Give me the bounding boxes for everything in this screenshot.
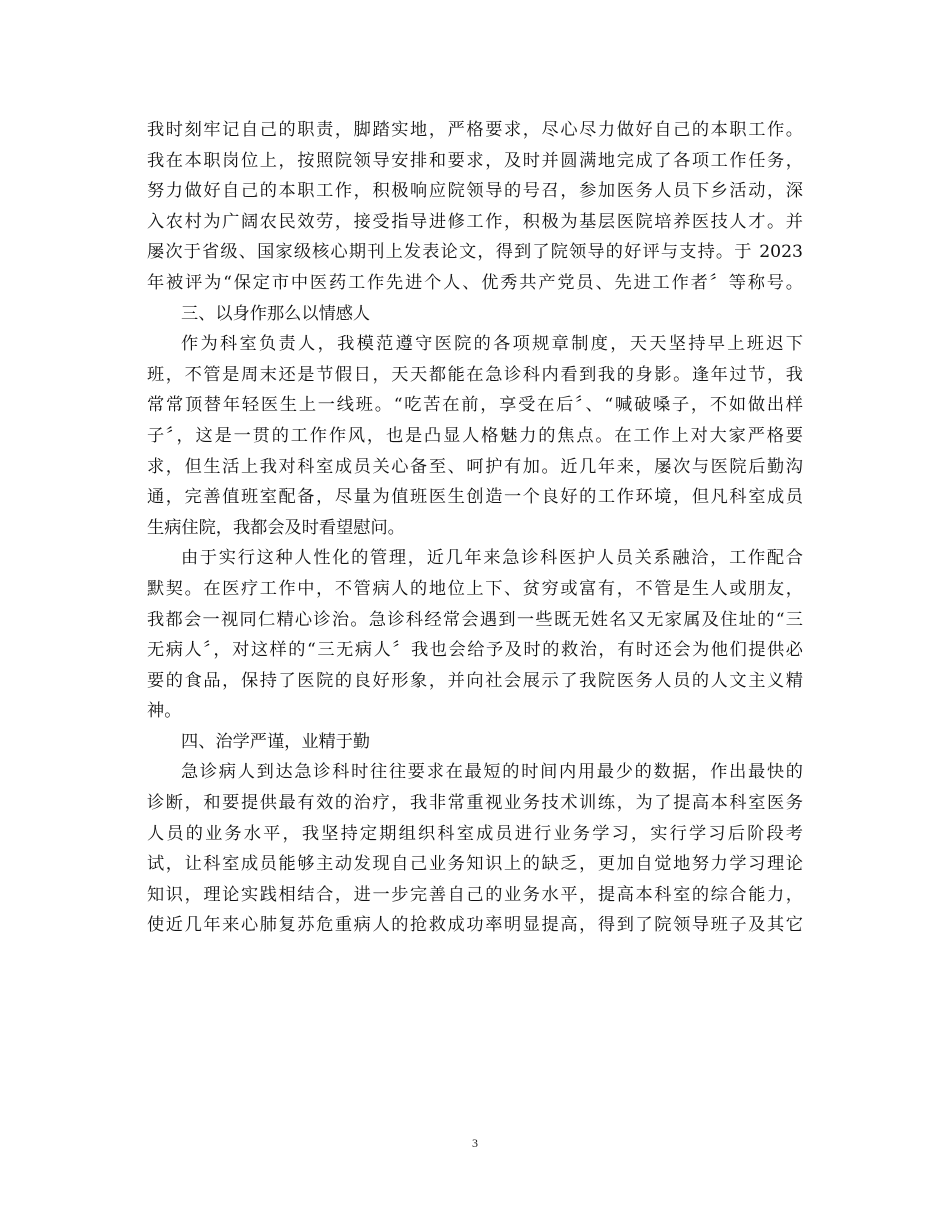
text-line: 常常顶替年轻医生上一线班。“吃苦在前，享受在后〞、“喊破嗓子，不如做出样	[147, 395, 803, 416]
text-line: 使近几年来心肺复苏危重病人的抢救成功率明显提高，得到了院领导班子及其它	[147, 915, 803, 936]
text-line: 我时刻牢记自己的职责，脚踏实地，严格要求，尽心尽力做好自己的本职工作。	[147, 120, 803, 140]
text-line: 生病住院，我都会及时看望慰问。	[147, 517, 405, 538]
text-line: 四、治学严谨，业精于勤	[181, 731, 371, 752]
text-line: 由于实行这种人性化的管理，近几年来急诊科医护人员关系融洽，工作配合	[181, 548, 803, 569]
text-line: 子〞，这是一贯的工作作风，也是凸显人格魅力的焦点。在工作上对大家严格要	[147, 425, 803, 446]
text-line: 屡次于省级、国家级核心期刊上发表论文，得到了院领导的好评与支持。于 2023	[147, 242, 803, 263]
text-line: 要的食品，保持了医院的良好形象，并向社会展示了我院医务人员的人文主义精	[147, 670, 803, 691]
text-line: 无病人〞，对这样的“三无病人〞我也会给予及时的救治，有时还会为他们提供必	[147, 640, 803, 661]
text-line: 入农村为广阔农民效劳，接受指导进修工作，积极为基层医院培养医技人才。并	[147, 211, 803, 232]
text-line: 诊断，和要提供最有效的治疗，我非常重视业务技术训练，为了提高本科室医务	[147, 793, 803, 814]
text-line: 求，但生活上我对科室成员关心备至、呵护有加。近几年来，屡次与医院后勤沟	[147, 456, 803, 477]
text-line: 人员的业务水平，我坚持定期组织科室成员进行业务学习，实行学习后阶段考	[147, 823, 803, 844]
text-line: 我在本职岗位上，按照院领导安排和要求，及时并圆满地完成了各项工作任务，	[147, 150, 803, 171]
body-text	[147, 115, 803, 941]
text-line: 知识，理论实践相结合，进一步完善自己的业务水平，提高本科室的综合能力，	[147, 884, 803, 905]
text-line: 年被评为“保定市中医药工作先进个人、优秀共产党员、先进工作者〞等称号。	[147, 272, 803, 293]
text-line: 通，完善值班室配备，尽量为值班医生创造一个良好的工作环境，但凡科室成员	[147, 487, 803, 508]
text-line: 作为科室负责人，我模范遵守医院的各项规章制度，天天坚持早上班迟下	[181, 334, 803, 355]
page-number: 3	[472, 1136, 478, 1150]
text-line: 三、以身作那么以情感人	[181, 303, 371, 324]
text-line: 试，让科室成员能够主动发现自己业务知识上的缺乏，更加自觉地努力学习理论	[147, 854, 803, 875]
text-line: 我都会一视同仁精心诊治。急诊科经常会遇到一些既无姓名又无家属及住址的“三	[147, 609, 803, 630]
text-line: 班，不管是周末还是节假日，天天都能在急诊科内看到我的身影。逢年过节，我	[147, 364, 803, 385]
text-line: 急诊病人到达急诊科时往往要求在最短的时间内用最少的数据，作出最快的	[181, 762, 803, 783]
text-line: 努力做好自己的本职工作，积极响应院领导的号召，参加医务人员下乡活动，深	[147, 181, 803, 202]
text-line: 神。	[147, 701, 182, 722]
text-line: 默契。在医疗工作中，不管病人的地位上下、贫穷或富有，不管是生人或朋友，	[147, 578, 803, 599]
